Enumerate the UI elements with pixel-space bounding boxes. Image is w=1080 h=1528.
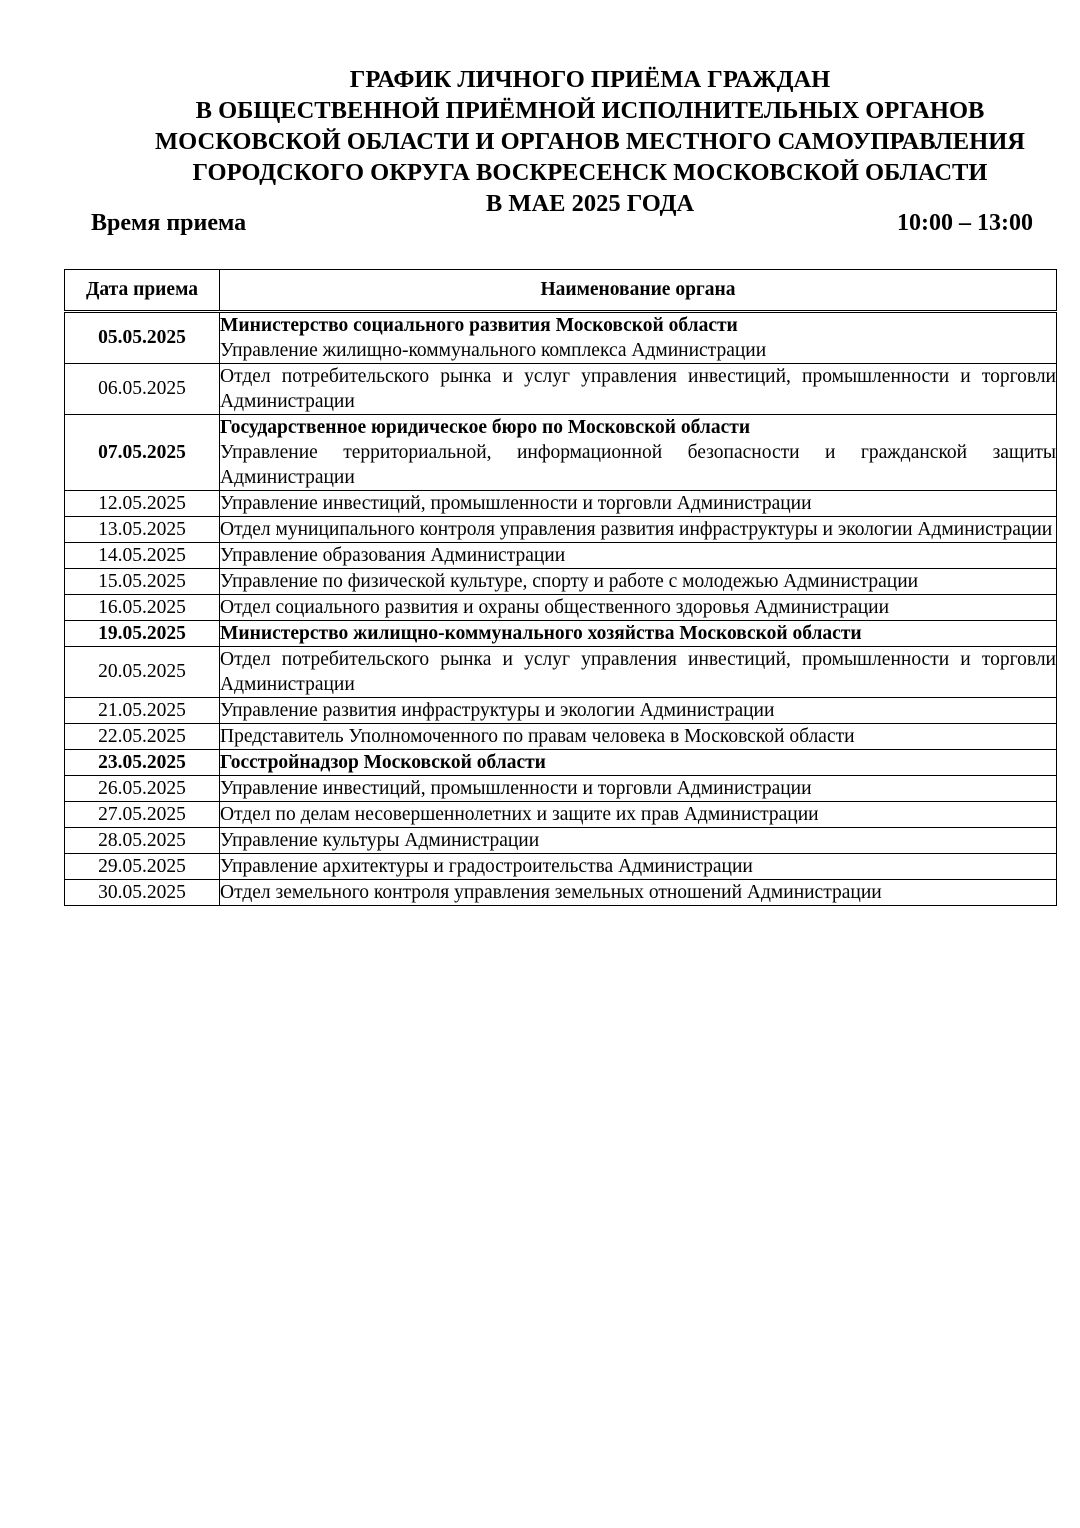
date-cell: 19.05.2025 xyxy=(65,621,220,647)
table-row xyxy=(65,491,1057,517)
column-header-date: Дата приема xyxy=(65,270,220,312)
date-cell: 14.05.2025 xyxy=(65,543,220,569)
organ-cell xyxy=(220,880,1057,906)
table-row xyxy=(65,802,1057,828)
table-row xyxy=(65,854,1057,880)
table-row xyxy=(65,698,1057,724)
table-row xyxy=(65,595,1057,621)
table-row xyxy=(65,828,1057,854)
organ-cell xyxy=(220,698,1057,724)
date-cell: 28.05.2025 xyxy=(65,828,220,854)
title-line: В ОБЩЕСТВЕННОЙ ПРИЁМНОЙ ИСПОЛНИТЕЛЬНЫХ ОРГАНОВ xyxy=(195,97,985,124)
organ-cell xyxy=(220,802,1057,828)
table-row xyxy=(65,880,1057,906)
title-line: ГРАФИК ЛИЧНОГО ПРИЁМА ГРАЖДАН xyxy=(349,66,831,93)
organ-cell xyxy=(220,854,1057,880)
column-header-organ: Наименование органа xyxy=(220,270,1057,312)
date-cell: 07.05.2025 xyxy=(65,415,220,491)
table-row xyxy=(65,750,1057,776)
organ-name-primary: Министерство жилищно-коммунального хозяйства Московской области xyxy=(220,623,862,644)
table-row xyxy=(65,415,1057,491)
date-cell: 29.05.2025 xyxy=(65,854,220,880)
title-line: В МАЕ 2025 ГОДА xyxy=(485,190,695,217)
organ-cell xyxy=(220,543,1057,569)
organ-name: Отдел муниципального контроля управления развития инфраструктуры и экологии Администрации xyxy=(220,519,1053,540)
organ-cell xyxy=(220,647,1057,698)
organ-name: Отдел потребительского рынка и услуг управления инвестиций, промышленности и торговли Администрации xyxy=(220,366,1056,412)
organ-name: Управление инвестиций, промышленности и торговли Администрации xyxy=(220,778,812,799)
date-cell: 26.05.2025 xyxy=(65,776,220,802)
date-cell: 27.05.2025 xyxy=(65,802,220,828)
table-row xyxy=(65,776,1057,802)
date-cell: 22.05.2025 xyxy=(65,724,220,750)
document-title xyxy=(90,64,1080,219)
table-row xyxy=(65,364,1057,415)
table-row xyxy=(65,724,1057,750)
organ-name: Отдел по делам несовершеннолетних и защите их прав Администрации xyxy=(220,804,819,825)
organ-cell xyxy=(220,621,1057,647)
title-line: ГОРОДСКОГО ОКРУГА ВОСКРЕСЕНСК МОСКОВСКОЙ ОБЛАСТИ xyxy=(192,159,988,186)
reception-time-label: Время приема xyxy=(91,210,247,236)
organ-name: Отдел социального развития и охраны общественного здоровья Администрации xyxy=(220,597,890,618)
title-line: МОСКОВСКОЙ ОБЛАСТИ И ОРГАНОВ МЕСТНОГО САМОУПРАВЛЕНИЯ xyxy=(155,128,1025,155)
organ-cell xyxy=(220,750,1057,776)
organ-name: Управление инвестиций, промышленности и торговли Администрации xyxy=(220,493,812,514)
organ-cell xyxy=(220,724,1057,750)
table-row xyxy=(65,647,1057,698)
organ-cell xyxy=(220,776,1057,802)
date-cell: 30.05.2025 xyxy=(65,880,220,906)
organ-name: Управление территориальной, информационной безопасности и гражданской защиты Администрации xyxy=(220,442,1056,488)
organ-name: Управление культуры Администрации xyxy=(220,830,540,851)
reception-time-value: 10:00 – 13:00 xyxy=(897,210,1033,236)
organ-name-primary: Госстройнадзор Московской области xyxy=(220,752,546,773)
organ-name: Управление жилищно-коммунального комплекса Администрации xyxy=(220,340,767,361)
table-row xyxy=(65,517,1057,543)
organ-cell xyxy=(220,312,1057,364)
date-cell: 21.05.2025 xyxy=(65,698,220,724)
schedule-body xyxy=(65,312,1057,906)
date-cell: 20.05.2025 xyxy=(65,647,220,698)
organ-name: Представитель Уполномоченного по правам человека в Московской области xyxy=(220,726,855,747)
organ-cell xyxy=(220,415,1057,491)
table-row xyxy=(65,543,1057,569)
table-header-row xyxy=(65,270,1057,312)
organ-name: Отдел земельного контроля управления земельных отношений Администрации xyxy=(220,882,882,903)
organ-name: Управление развития инфраструктуры и экологии Администрации xyxy=(220,700,775,721)
table-row xyxy=(65,621,1057,647)
organ-name-primary: Министерство социального развития Московской области xyxy=(220,315,738,336)
date-cell: 13.05.2025 xyxy=(65,517,220,543)
organ-cell xyxy=(220,364,1057,415)
date-cell: 06.05.2025 xyxy=(65,364,220,415)
organ-name: Управление по физической культуре, спорту и работе с молодежью Администрации xyxy=(220,571,919,592)
date-cell: 16.05.2025 xyxy=(65,595,220,621)
organ-name: Управление образования Администрации xyxy=(220,545,566,566)
date-cell: 12.05.2025 xyxy=(65,491,220,517)
organ-name: Управление архитектуры и градостроительства Администрации xyxy=(220,856,753,877)
date-cell: 15.05.2025 xyxy=(65,569,220,595)
date-cell: 23.05.2025 xyxy=(65,750,220,776)
date-cell: 05.05.2025 xyxy=(65,312,220,364)
organ-cell xyxy=(220,595,1057,621)
organ-cell xyxy=(220,569,1057,595)
table-row xyxy=(65,312,1057,364)
table-row xyxy=(65,569,1057,595)
organ-name-primary: Государственное юридическое бюро по Московской области xyxy=(220,417,751,438)
organ-cell xyxy=(220,517,1057,543)
organ-cell xyxy=(220,828,1057,854)
organ-name: Отдел потребительского рынка и услуг управления инвестиций, промышленности и торговли Администрации xyxy=(220,649,1056,695)
organ-cell xyxy=(220,491,1057,517)
schedule-table xyxy=(64,269,1057,906)
